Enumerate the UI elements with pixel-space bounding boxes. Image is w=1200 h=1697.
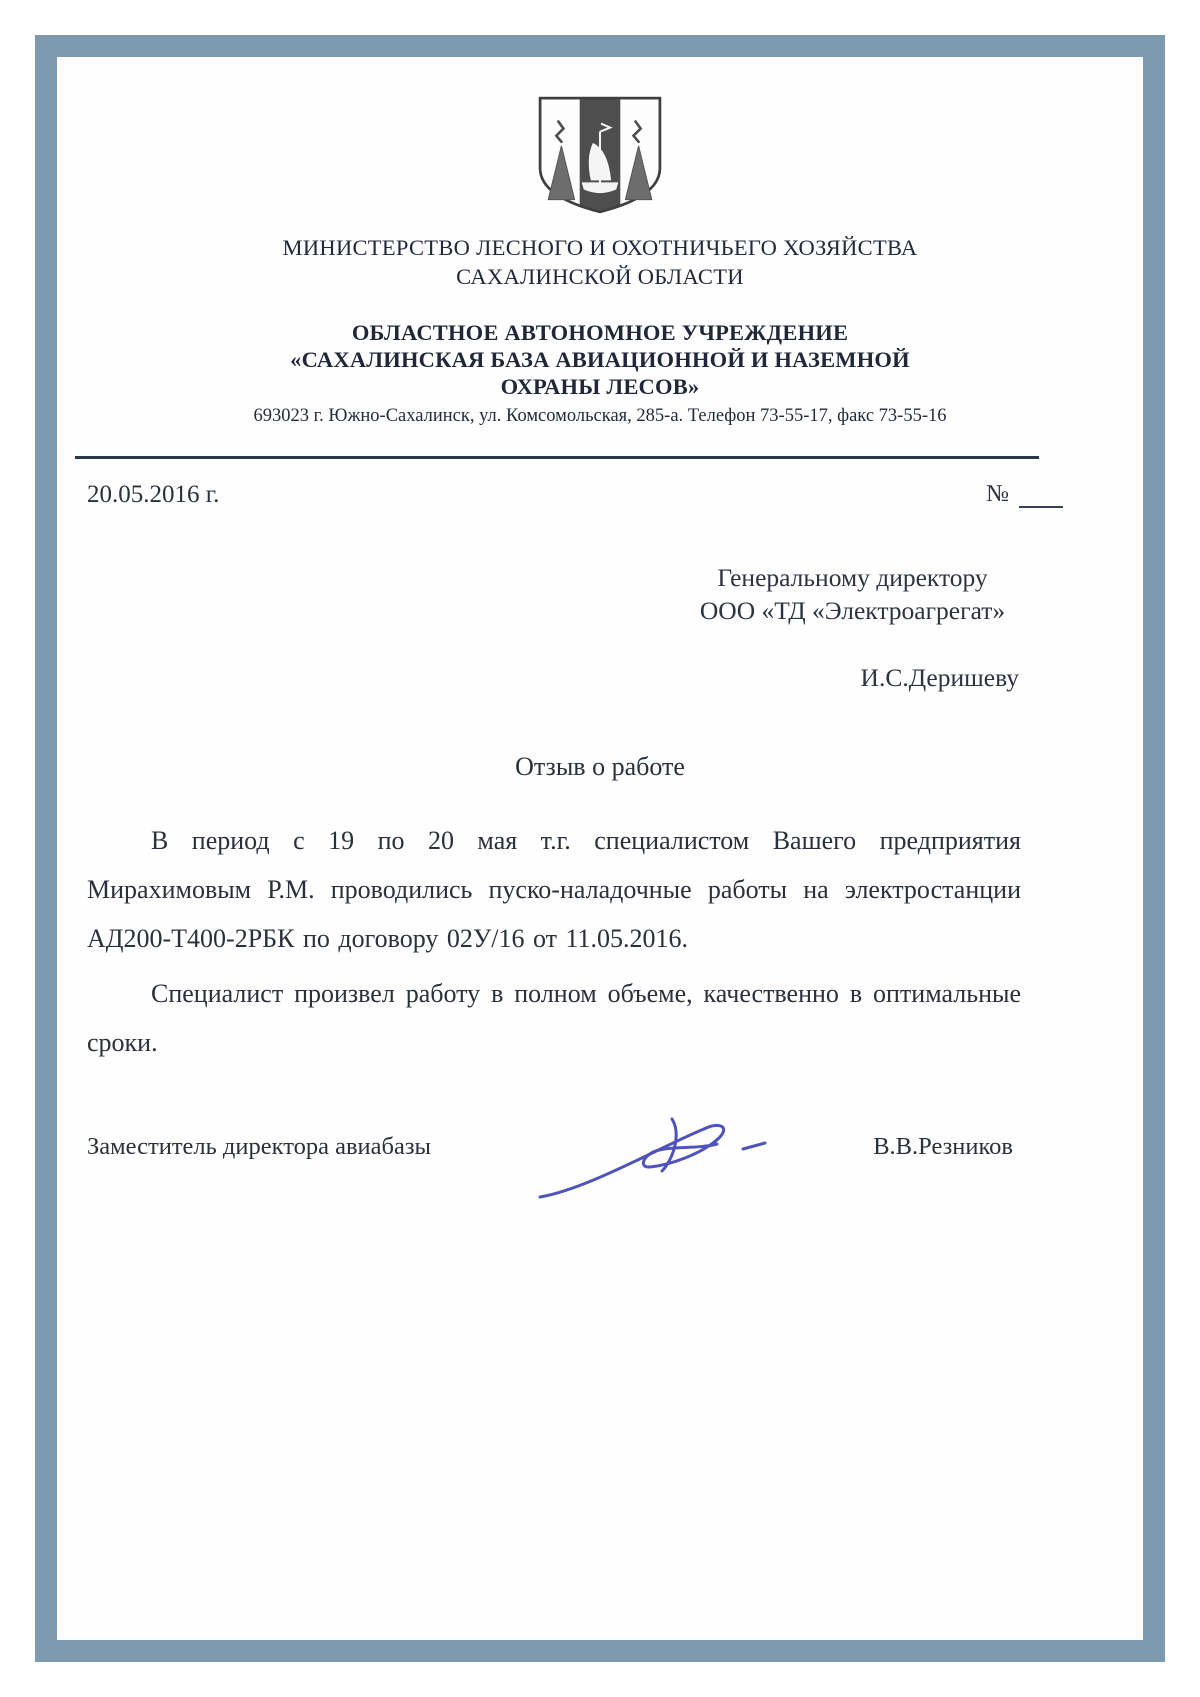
signature-scrawl (522, 1109, 782, 1205)
signer-name: В.В.Резников (873, 1133, 1013, 1160)
ministry-name (57, 233, 1143, 291)
signature-row (87, 1115, 1013, 1205)
number-label: № (986, 481, 1009, 507)
signer-position: Заместитель директора авиабазы (87, 1133, 432, 1160)
addressee-name: И.С.Деришеву (860, 663, 1019, 692)
addressee-line-1: Генеральному директору (717, 563, 988, 592)
body-paragraph-2: Специалист произвел работу в полном объеме, качественно в оптимальные сроки. (87, 979, 1021, 1057)
handwritten-signature-icon (522, 1109, 782, 1205)
letter-number (986, 481, 1063, 508)
sakhalin-coat-of-arms-icon (534, 95, 666, 215)
date-number-row (87, 481, 1063, 509)
page-border-frame (35, 35, 1165, 1662)
addressee-block (680, 561, 1025, 694)
addressee-line-2: ООО «ТД «Электроагрегат» (699, 596, 1006, 625)
ministry-line-1: МИНИСТЕРСТВО ЛЕСНОГО И ОХОТНИЧЬЕГО ХОЗЯЙСТВА (282, 235, 918, 260)
institution-line-1: ОБЛАСТНОЕ АВТОНОМНОЕ УЧРЕЖДЕНИЕ (351, 320, 849, 345)
letter-content (57, 95, 1143, 1678)
header-divider-rule (75, 456, 1039, 459)
body-paragraph-1: В период с 19 по 20 мая т.г. специалистом Вашего предприятия Мирахимовым Р.М. проводились пуско-наладочные работы на электростанции АД200-Т400-2РБК по договору 02У/16 от 11.05.2016. (87, 826, 1021, 953)
coat-of-arms-emblem (534, 95, 666, 215)
letter-date: 20.05.2016 г. (87, 481, 220, 508)
address-line: 693023 г. Южно-Сахалинск, ул. Комсомольская, 285-а. Телефон 73-55-17, факс 73-55-16 (253, 406, 947, 426)
ministry-line-2: САХАЛИНСКОЙ ОБЛАСТИ (456, 264, 744, 289)
institution-name (57, 319, 1143, 400)
number-blank (1019, 484, 1063, 508)
institution-line-2: «САХАЛИНСКАЯ БАЗА АВИАЦИОННОЙ И НАЗЕМНОЙ (290, 347, 910, 372)
document-title: Отзыв о работе (515, 752, 685, 781)
institution-line-3: ОХРАНЫ ЛЕСОВ» (500, 374, 700, 399)
